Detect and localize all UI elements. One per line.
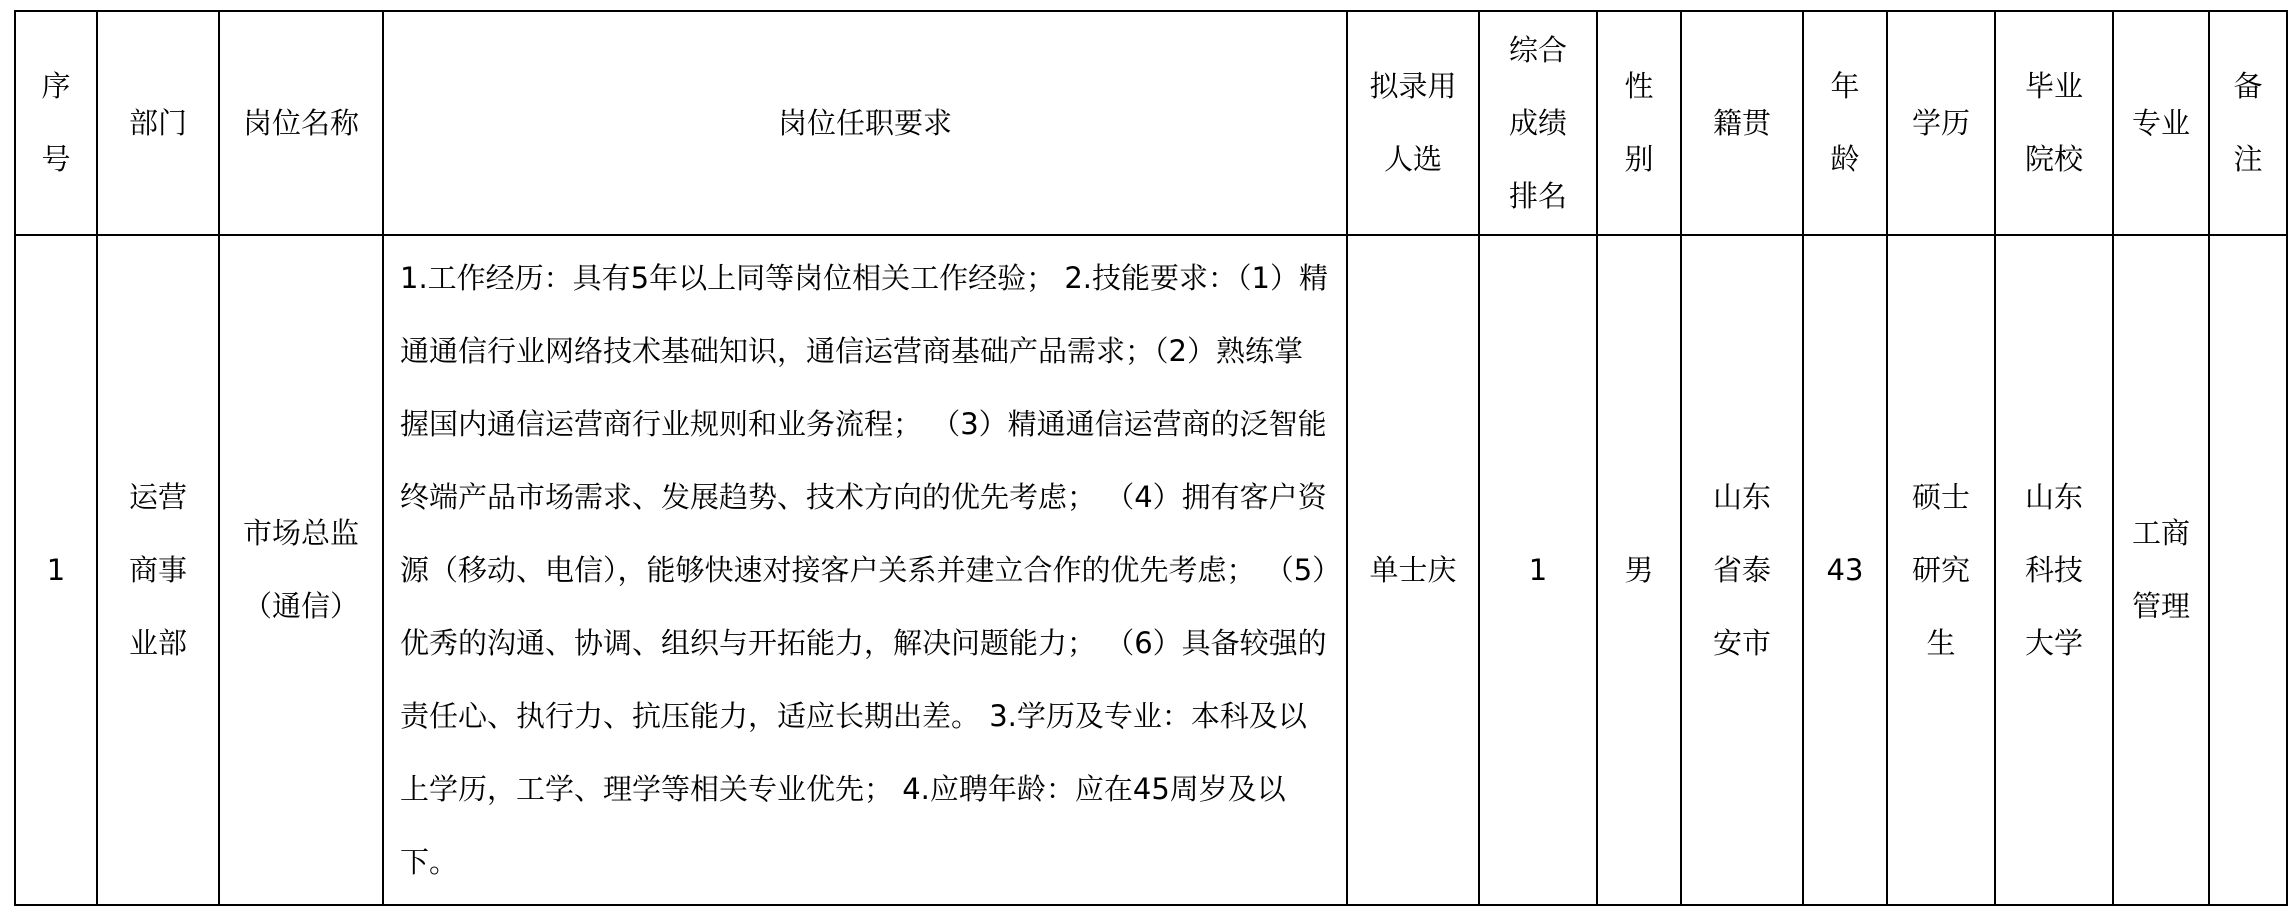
header-origin: 籍贯 bbox=[1681, 11, 1803, 235]
cell-origin: 山东 省泰 安市 bbox=[1681, 235, 1803, 905]
cell-major: 工商 管理 bbox=[2113, 235, 2209, 905]
header-row bbox=[15, 11, 2287, 235]
header-requirements: 岗位任职要求 bbox=[383, 11, 1347, 235]
header-major: 专业 bbox=[2113, 11, 2209, 235]
header-index: 序 号 bbox=[15, 11, 97, 235]
cell-rank: 1 bbox=[1479, 235, 1597, 905]
recruitment-table bbox=[14, 10, 2288, 906]
cell-requirements: 1.工作经历：具有5年以上同等岗位相关工作经验； 2.技能要求：（1）精通通信行业网络技术基础知识，通信运营商基础产品需求；（2）熟练掌握国内通信运营商行业规则和业务流程； （3）精通通信运营商的泛智能终端产品市场需求、发展趋势、技术方向的优先考虑； （4）拥有客户资源（移动、电信），能够快速对接客户关系并建立合作的优先考虑； （5）优秀的沟通、协调、组织与开拓能力，解决问题能力； （6）具备较强的责任心、执行力、抗压能力，适应长期出差。 3.学历及专业：本科及以上学历，工学、理学等相关专业优先； 4.应聘年龄：应在45周岁及以下。 bbox=[383, 235, 1347, 905]
cell-position: 市场总监 （通信） bbox=[219, 235, 383, 905]
cell-dept: 运营 商事 业部 bbox=[97, 235, 219, 905]
header-education: 学历 bbox=[1887, 11, 1995, 235]
table-row bbox=[15, 235, 2287, 905]
cell-remark bbox=[2209, 235, 2287, 905]
header-gender: 性 别 bbox=[1597, 11, 1681, 235]
header-rank: 综合 成绩 排名 bbox=[1479, 11, 1597, 235]
header-age: 年 龄 bbox=[1803, 11, 1887, 235]
cell-age: 43 bbox=[1803, 235, 1887, 905]
header-dept: 部门 bbox=[97, 11, 219, 235]
cell-gender: 男 bbox=[1597, 235, 1681, 905]
header-remark: 备 注 bbox=[2209, 11, 2287, 235]
cell-candidate: 单士庆 bbox=[1347, 235, 1479, 905]
header-school: 毕业 院校 bbox=[1995, 11, 2113, 235]
cell-index: 1 bbox=[15, 235, 97, 905]
header-position: 岗位名称 bbox=[219, 11, 383, 235]
header-candidate: 拟录用 人选 bbox=[1347, 11, 1479, 235]
cell-school: 山东 科技 大学 bbox=[1995, 235, 2113, 905]
cell-education: 硕士 研究 生 bbox=[1887, 235, 1995, 905]
